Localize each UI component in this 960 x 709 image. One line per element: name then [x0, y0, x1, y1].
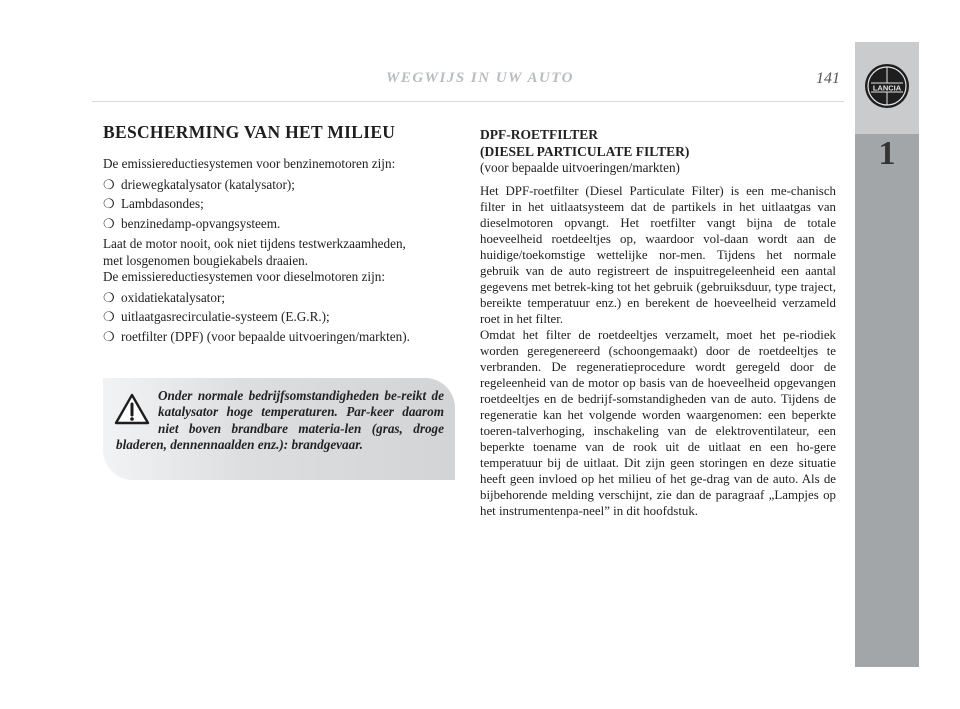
bullet-icon: ❍: [103, 309, 115, 324]
bullet-icon: ❍: [103, 215, 115, 231]
list-item: [103, 309, 455, 326]
logo-lettering: LANCIA: [872, 83, 902, 93]
list-item: [103, 290, 455, 307]
header-divider: [92, 101, 844, 102]
list-item-text: benzinedamp-opvangsysteem.: [121, 215, 281, 231]
right-column: [480, 127, 836, 519]
dpf-paragraph-1: Het DPF-roetfilter (Diesel Particulate Filter) is een me-chanisch filter in het uitlaatsysteem dat de partikels in het uitlaatgas van dieselmotoren opvangt. Het roetfilter vangt bijna de totale hoeveelheid roetdeeltjes op, waardoor vol-daan wordt aan de huidige/toekomstige wettelijke nor-men. Tijdens het normale gebruik van de auto registreert de inspuitregeleenheid een aantal gegevens met betrek-king tot het gebruik (gebruiksduur, type traject, bereikte temperatuur enz.) en berekent de hoeveelheid verzameld roet in het filter.: [480, 183, 836, 326]
bullet-icon: ❍: [103, 289, 115, 305]
petrol-intro: De emissiereductiesystemen voor benzinemotoren zijn:: [103, 156, 396, 171]
warning-message: [116, 388, 444, 453]
note-line: met losgenomen bougiekabels draaien.: [103, 252, 309, 268]
dpf-applicability: (voor bepaalde uitvoeringen/markten): [480, 160, 680, 175]
list-item-text: roetfilter (DPF) (voor bepaalde uitvoeringen/markten).: [121, 328, 410, 344]
list-item: [103, 196, 455, 213]
list-item: [103, 216, 455, 233]
note-line: Laat de motor nooit, ook niet tijdens testwerkzaamheden,: [103, 236, 406, 251]
page-number: 141: [816, 70, 840, 87]
dpf-paragraph-2: Omdat het filter de roetdeeltjes verzamelt, moet het pe-riodiek worden geregenereerd (schoongemaakt) door de roetdeeltjes te verbranden. De regeneratieprocedure wordt geregeld door de regeleenheid van de motor op basis van de hoeveelheid opgevangen roetdeeltjes en de bedrijf-somstandigheden van de auto. Tijdens de regeneratie kan het volgende worden waargenomen: een beperkte toeren-talverhoging, inschakeling van de elektroventilateur, een beperkte toename van de rook uit de uitlaat en een ho-gere temperatuur bij de uitlaat. Dit zijn geen storingen en deze situatie heeft geen invloed op het milieu of het ge-drag van de auto. Als de bijbehorende melding verschijnt, zie dan de paragraaf „Lampjes op het instrumentenpa-neel” in dit hoofdstuk.: [480, 327, 836, 518]
bullet-icon: ❍: [103, 176, 115, 192]
bullet-icon: ❍: [103, 196, 115, 211]
list-item-text: oxidatiekatalysator;: [121, 289, 225, 305]
bullet-icon: ❍: [103, 328, 115, 344]
lancia-logo-icon: [863, 62, 911, 110]
list-item-text: uitlaatgasrecirculatie-systeem (E.G.R.);: [121, 309, 330, 324]
list-item: [103, 329, 455, 346]
running-header-title: WEGWIJS IN UW AUTO: [385, 70, 574, 86]
list-item: [103, 177, 455, 194]
diesel-intro: De emissiereductiesystemen voor dieselmotoren zijn:: [103, 269, 385, 284]
dpf-heading-sub: (DIESEL PARTICULATE FILTER): [480, 143, 690, 159]
list-item-text: driewegkatalysator (katalysator);: [121, 176, 295, 192]
dpf-heading: DPF-ROETFILTER: [480, 127, 599, 142]
section-heading: BESCHERMING VAN HET MILIEU: [103, 122, 396, 142]
left-column: [103, 156, 455, 345]
warning-text: Onder normale bedrijfsomstandigheden be-reikt de katalysator hoge temperaturen. Par-keer daarom niet boven brandbare materia-len (gras, droge bladeren, dennennaalden enz.): brandgevaar.: [116, 388, 444, 452]
list-item-text: Lambdasondes;: [121, 196, 204, 211]
chapter-number: 1: [878, 135, 896, 172]
